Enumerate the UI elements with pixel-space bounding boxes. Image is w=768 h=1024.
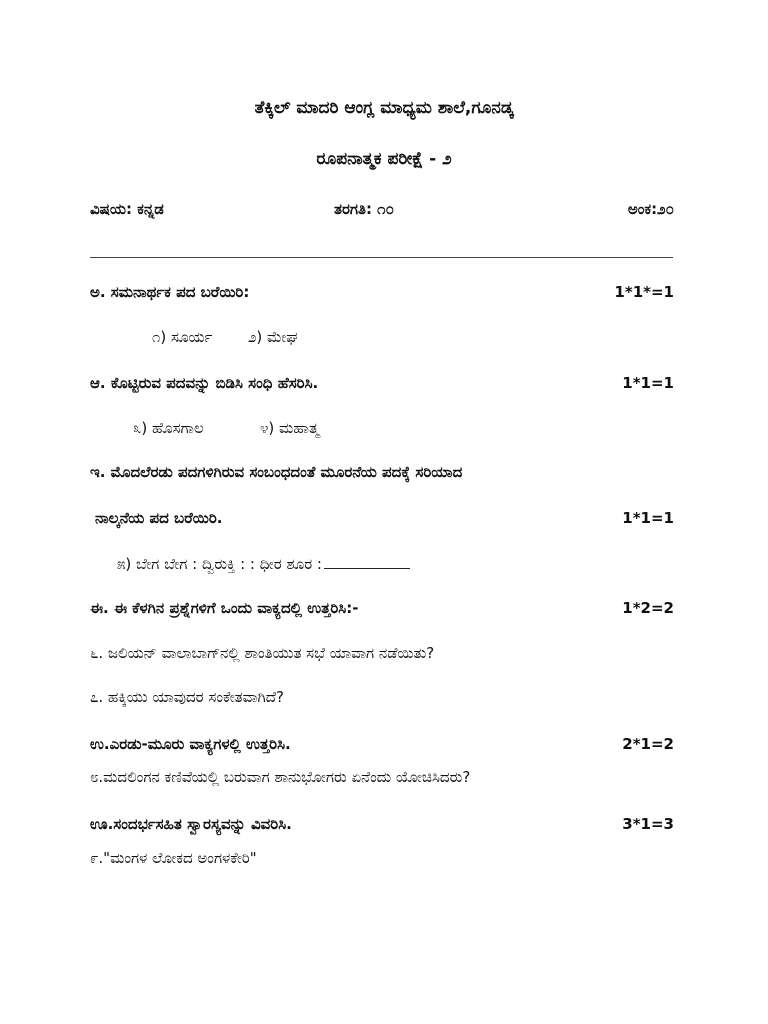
- question-2: ೨) ಮೇಘ: [248, 328, 298, 346]
- question-9: ೯."ಮಂಗಳ ಲೋಕದ ಅಂಗಳಕೇರಿ": [90, 849, 257, 867]
- header-divider: [90, 257, 673, 258]
- question-3: ೩) ಹೊಸಗಾಲ: [133, 419, 204, 437]
- total-marks: ಅಂಕ:೨೦: [627, 200, 674, 218]
- section-ii-marks: 1*2=2: [622, 599, 674, 617]
- section-u-title: ಉ.ಎರಡು-ಮೂರು ವಾಕ್ಯಗಳಲ್ಲಿ ಉತ್ತರಿಸಿ.: [90, 735, 291, 753]
- exam-title: ರೂಪನಾತ್ಮಕ ಪರೀಕ್ಷೆ - ೨: [316, 149, 452, 169]
- question-5-text: ೫) ಬೇಗ ಬೇಗ : ದ್ವಿರುಕ್ತಿ : : ಧೀರ ಶೂರ :: [117, 555, 322, 573]
- section-aa-marks: 1*1=1: [622, 374, 674, 392]
- class-label: ತರಗತಿ: ೧೦: [334, 200, 394, 218]
- section-u-marks: 2*1=2: [622, 735, 674, 753]
- section-aa-title: ಆ. ಕೊಟ್ಟಿರುವ ಪದವನ್ನು ಬಿಡಿಸಿ ಸಂಧಿ ಹೆಸರಿಸಿ.: [90, 374, 319, 392]
- section-i-title-line1: ಇ. ಮೊದಲೆರಡು ಪದಗಳಿಗಿರುವ ಸಂಬಂಧದಂತೆ ಮೂರನೆಯ ಪದಕ್ಕೆ ಸರಿಯಾದ: [90, 463, 463, 481]
- section-a-marks: 1*1*=1: [614, 283, 674, 301]
- school-name: ತೆಕ್ಕಿಲ್ ಮಾದರಿ ಆಂಗ್ಲ ಮಾಧ್ಯಮ ಶಾಲೆ,ಗೂನಡ್ಕ: [254, 98, 514, 118]
- question-7: ೭. ಹಕ್ಕಿಯು ಯಾವುದರ ಸಂಕೇತವಾಗಿದೆ?: [90, 688, 284, 706]
- section-a-title: ಅ. ಸಮನಾರ್ಥಕ ಪದ ಬರೆಯಿರಿ:: [90, 283, 250, 301]
- question-5: [117, 555, 410, 573]
- question-1: ೧) ಸೂರ್ಯ: [152, 328, 213, 346]
- section-uu-title: ಊ.ಸಂದರ್ಭಸಹಿತ ಸ್ವಾರಸ್ಯವನ್ನು ವಿವರಿಸಿ.: [90, 815, 292, 833]
- question-4: ೪) ಮಹಾತ್ಮ: [260, 419, 319, 437]
- question-8: ೮.ಮದಲಿಂಗನ ಕಣಿವೆಯಲ್ಲಿ ಬರುವಾಗ ಶಾನುಭೋಗರು ಏನೆಂದು ಯೋಚಿಸಿದರು?: [90, 768, 471, 786]
- section-ii-title: ಈ. ಈ ಕೆಳಗಿನ ಪ್ರಶ್ನೆಗಳಿಗೆ ಒಂದು ವಾಕ್ಯದಲ್ಲಿ ಉತ್ತರಿಸಿ:-: [90, 599, 359, 617]
- section-uu-marks: 3*1=3: [622, 815, 674, 833]
- question-6: ೬. ಜಲಿಯನ್ ವಾಲಾಬಾಗ್‌ನಲ್ಲಿ ಶಾಂತಿಯುತ ಸಭೆ ಯಾವಾಗ ನಡೆಯಿತು?: [90, 644, 435, 662]
- subject-label: ವಿಷಯ: ಕನ್ನಡ: [90, 200, 164, 218]
- answer-blank: [324, 568, 410, 569]
- section-i-title-line2: ನಾಲ್ಕನೆಯ ಪದ ಬರೆಯಿರಿ.: [95, 509, 223, 527]
- section-i-marks: 1*1=1: [622, 509, 674, 527]
